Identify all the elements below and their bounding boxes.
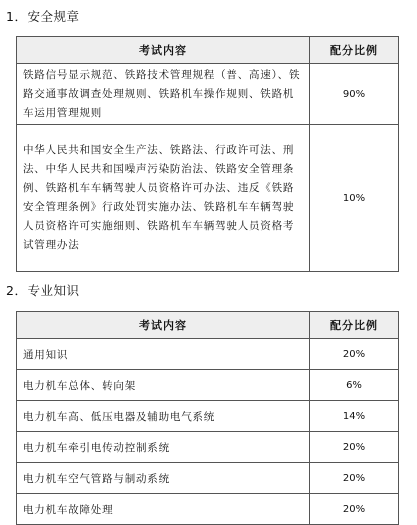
row-ratio: 14% bbox=[310, 401, 399, 432]
row-content: 电力机车总体、转向架 bbox=[17, 370, 310, 401]
header-content: 考试内容 bbox=[17, 37, 310, 64]
table-row bbox=[17, 401, 399, 432]
header-ratio: 配分比例 bbox=[310, 37, 399, 64]
table-row bbox=[17, 463, 399, 494]
row-ratio: 90% bbox=[310, 64, 399, 125]
row-ratio: 10% bbox=[310, 125, 399, 272]
professional-knowledge-table bbox=[16, 311, 399, 525]
row-content: 电力机车牵引电传动控制系统 bbox=[17, 432, 310, 463]
row-ratio: 20% bbox=[310, 463, 399, 494]
row-ratio: 20% bbox=[310, 494, 399, 525]
row-content: 通用知识 bbox=[17, 339, 310, 370]
table-row bbox=[17, 125, 399, 272]
row-ratio: 6% bbox=[310, 370, 399, 401]
row-ratio: 20% bbox=[310, 432, 399, 463]
section-2-title: 2．专业知识 bbox=[6, 283, 80, 298]
row-content: 电力机车空气管路与制动系统 bbox=[17, 463, 310, 494]
table-row bbox=[17, 494, 399, 525]
header-ratio: 配分比例 bbox=[310, 312, 399, 339]
row-content: 铁路信号显示规范、铁路技术管理规程（普、高速）、铁路交通事故调查处理规则、铁路机车操作规则、铁路机车运用管理规则 bbox=[17, 64, 310, 125]
safety-regulations-table bbox=[16, 36, 399, 272]
table-row bbox=[17, 64, 399, 125]
table-row bbox=[17, 432, 399, 463]
table-header-row bbox=[17, 37, 399, 64]
header-content: 考试内容 bbox=[17, 312, 310, 339]
row-content: 电力机车故障处理 bbox=[17, 494, 310, 525]
row-content: 电力机车高、低压电器及辅助电气系统 bbox=[17, 401, 310, 432]
table-header-row bbox=[17, 312, 399, 339]
section-1-title: 1．安全规章 bbox=[6, 9, 80, 24]
table-row bbox=[17, 370, 399, 401]
row-ratio: 20% bbox=[310, 339, 399, 370]
row-content: 中华人民共和国安全生产法、铁路法、行政许可法、刑法、中华人民共和国噪声污染防治法、铁路安全管理条例、铁路机车车辆驾驶人员资格许可办法、违反《铁路安全管理条例》行政处罚实施办法、铁路机车车辆驾驶人员资格许可实施细则、铁路机车车辆驾驶人员资格考试管理办法 bbox=[17, 125, 310, 272]
table-row bbox=[17, 339, 399, 370]
